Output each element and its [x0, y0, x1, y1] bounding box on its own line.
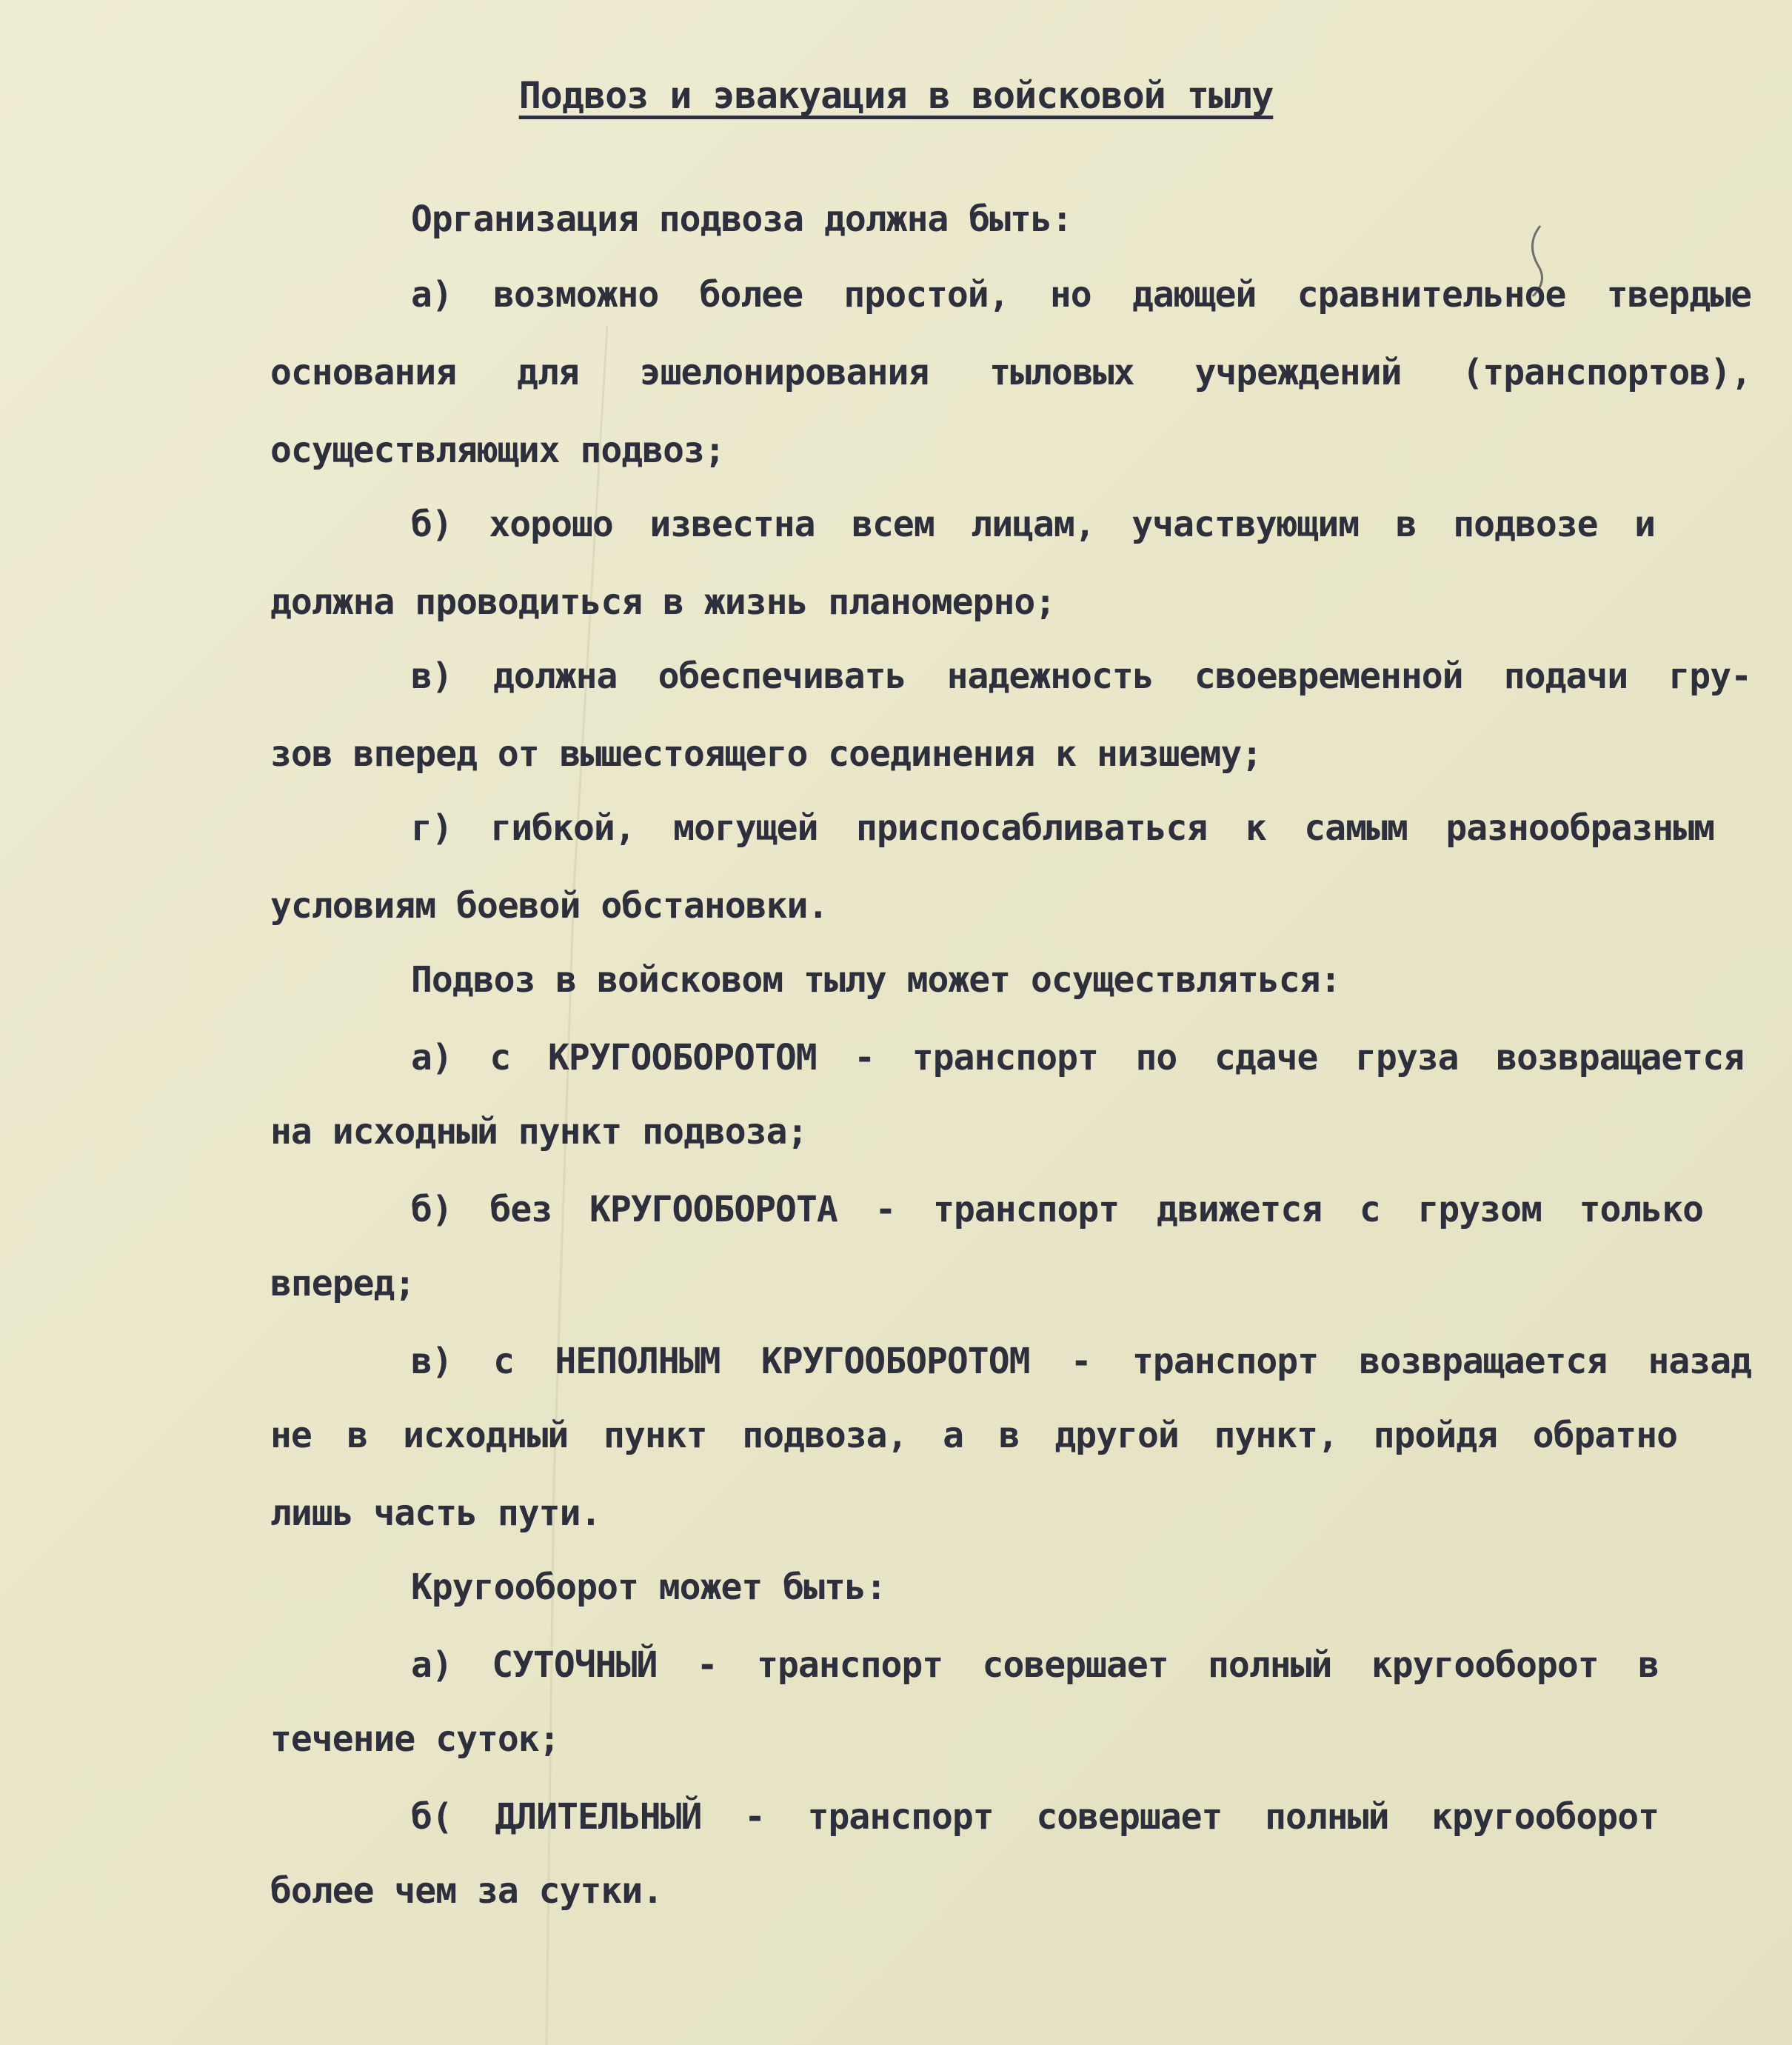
text-line-21: течение суток; [270, 1718, 560, 1760]
text-line-8: зов вперед от вышестоящего соединения к низшему; [270, 733, 1263, 775]
text-line-15: вперед; [270, 1263, 415, 1304]
text-line-7: в) должна обеспечивать надежность своевременной подачи гру- [411, 655, 1751, 697]
text-line-11: Подвоз в войсковом тылу может осуществляться: [411, 959, 1341, 1001]
document-title: Подвоз и эвакуация в войсковой тылу [518, 74, 1274, 117]
text-line-13: на исходный пункт подвоза; [270, 1111, 808, 1152]
text-line-4: осуществляющих подвоз; [270, 430, 725, 471]
text-line-2: а) возможно более простой, но дающей сравнительное твердые [411, 274, 1751, 316]
text-line-12: а) с КРУГООБОРОТОМ - транспорт по сдаче груза возвращается [411, 1037, 1744, 1078]
text-line-9: г) гибкой, могущей приспосабливаться к самым разнообразным [411, 807, 1714, 849]
text-line-1: Организация подвоза должна быть: [411, 199, 1072, 240]
text-line-5: б) хорошо известна всем лицам, участвующим в подвозе и [411, 504, 1655, 545]
text-line-23: более чем за сутки. [270, 1870, 663, 1912]
text-line-18: лишь часть пути. [270, 1492, 601, 1534]
text-line-20: а) СУТОЧНЫЙ - транспорт совершает полный кругооборот в [411, 1644, 1659, 1686]
text-line-22: б( ДЛИТЕЛЬНЫЙ - транспорт совершает полный кругооборот [411, 1796, 1659, 1838]
text-line-19: Кругооборот может быть: [411, 1567, 886, 1608]
text-line-6: должна проводиться в жизнь планомерно; [270, 581, 1056, 623]
text-line-16: в) с НЕПОЛНЫМ КРУГООБОРОТОМ - транспорт возвращается назад [411, 1341, 1751, 1382]
text-line-3: основания для эшелонирования тыловых учреждений (транспортов), [270, 352, 1751, 393]
text-line-10: условиям боевой обстановки. [270, 885, 829, 927]
text-line-14: б) без КРУГООБОРОТА - транспорт движется с грузом только [411, 1189, 1703, 1230]
text-line-17: не в исходный пункт подвоза, а в другой пункт, пройдя обратно [270, 1415, 1677, 1456]
